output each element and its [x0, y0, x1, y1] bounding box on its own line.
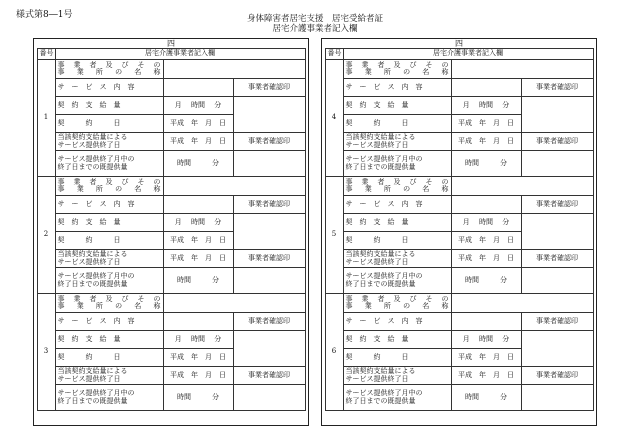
contract-date-field[interactable]: 平成 年 月 日 — [163, 232, 233, 250]
provided-amount-label-line1: サービス提供終了月中の — [345, 272, 423, 280]
business-name-field[interactable] — [451, 177, 593, 196]
contract-amount-label: 契 約 支 給 量 — [343, 214, 451, 232]
provided-amount-label-line2: 終了日までの既提供量 — [345, 279, 416, 288]
business-name-label-line1: 事 業 者 及 び そ の — [345, 60, 449, 69]
entry-number: 2 — [37, 177, 55, 294]
business-name-label-line1: 事 業 者 及 び そ の — [57, 177, 161, 186]
business-name-label-line2: 事 業 所 の 名 称 — [57, 68, 161, 76]
service-end-label-line2: サービス提供終了日 — [57, 257, 121, 266]
provided-amount-label-line1: サービス提供終了月中の — [57, 389, 135, 397]
service-end-label-line2: サービス提供終了日 — [345, 374, 409, 383]
confirm-stamp-label: 事業者確認印 — [521, 313, 593, 331]
service-end-label-line2: サービス提供終了日 — [345, 140, 409, 149]
panel-caption: 四 — [455, 39, 463, 48]
business-name-label-line2: 事 業 所 の 名 称 — [345, 68, 449, 76]
entry-number: 4 — [325, 60, 343, 177]
confirm-stamp-label: 事業者確認印 — [233, 313, 305, 331]
service-end-label — [343, 367, 451, 385]
confirm-stamp-field[interactable] — [521, 214, 593, 250]
business-name-field[interactable] — [163, 177, 305, 196]
form-number: 様式第8―1号 — [16, 10, 73, 20]
service-end-label-line1: 当該契約支給量による — [345, 367, 416, 375]
provided-amount-field[interactable]: 時間 分 — [451, 151, 521, 177]
confirm-stamp-field[interactable] — [233, 268, 305, 294]
service-field[interactable] — [163, 196, 233, 214]
service-end-label — [343, 133, 451, 151]
business-name-label — [343, 60, 451, 79]
contract-amount-field[interactable]: 月 時間 分 — [163, 214, 233, 232]
service-field[interactable] — [451, 313, 521, 331]
provided-amount-label — [55, 385, 163, 411]
business-name-label-line1: 事 業 者 及 び そ の — [57, 294, 161, 303]
provided-amount-label-line2: 終了日までの既提供量 — [57, 162, 128, 171]
number-header: 番号 — [325, 49, 343, 60]
provided-amount-field[interactable]: 時間 分 — [163, 151, 233, 177]
panel-caption: 四 — [167, 39, 175, 48]
entry-table-right — [325, 48, 594, 411]
service-end-label-line1: 当該契約支給量による — [345, 250, 416, 258]
provided-amount-field[interactable]: 時間 分 — [163, 385, 233, 411]
business-name-label-line1: 事 業 者 及 び そ の — [345, 294, 449, 303]
provided-amount-label-line1: サービス提供終了月中の — [345, 389, 423, 397]
service-label: サ ー ビ ス 内 容 — [343, 196, 451, 214]
contract-amount-field[interactable]: 月 時間 分 — [451, 331, 521, 349]
section-header: 居宅介護事業者記入欄 — [55, 49, 305, 60]
service-label: サ ー ビ ス 内 容 — [343, 313, 451, 331]
provided-amount-label — [55, 268, 163, 294]
business-name-label — [343, 177, 451, 196]
contract-date-field[interactable]: 平成 年 月 日 — [451, 115, 521, 133]
contract-amount-field[interactable]: 月 時間 分 — [451, 214, 521, 232]
business-name-label-line2: 事 業 所 の 名 称 — [345, 185, 449, 193]
confirm-stamp-field[interactable] — [233, 214, 305, 250]
business-name-label-line1: 事 業 者 及 び そ の — [57, 60, 161, 69]
confirm-stamp-label: 事業者確認印 — [233, 367, 305, 385]
business-name-label — [343, 294, 451, 313]
contract-amount-field[interactable]: 月 時間 分 — [451, 97, 521, 115]
contract-date-label: 契 約 日 — [343, 115, 451, 133]
panel-right — [321, 38, 597, 426]
service-field[interactable] — [163, 313, 233, 331]
service-end-label — [55, 250, 163, 268]
provided-amount-label-line1: サービス提供終了月中の — [57, 155, 135, 163]
service-end-label-line2: サービス提供終了日 — [57, 374, 121, 383]
section-header: 居宅介護事業者記入欄 — [343, 49, 593, 60]
service-end-label-line2: サービス提供終了日 — [345, 257, 409, 266]
provided-amount-label — [343, 385, 451, 411]
contract-date-label: 契 約 日 — [55, 115, 163, 133]
service-field[interactable] — [451, 79, 521, 97]
service-end-label-line1: 当該契約支給量による — [57, 133, 128, 141]
business-name-field[interactable] — [163, 294, 305, 313]
form-title: 身体障害者居宅支援 居宅受給者証 — [246, 14, 383, 24]
service-label: サ ー ビ ス 内 容 — [343, 79, 451, 97]
provided-amount-label-line2: 終了日までの既提供量 — [345, 396, 416, 405]
provided-amount-label-line2: 終了日までの既提供量 — [57, 279, 128, 288]
provided-amount-label-line1: サービス提供終了月中の — [345, 155, 423, 163]
confirm-stamp-field[interactable] — [233, 97, 305, 133]
provided-amount-field[interactable]: 時間 分 — [451, 385, 521, 411]
confirm-stamp-label: 事業者確認印 — [521, 250, 593, 268]
provided-amount-label — [55, 151, 163, 177]
service-end-field[interactable]: 平成 年 月 日 — [163, 367, 233, 385]
confirm-stamp-field[interactable] — [233, 385, 305, 411]
service-end-field[interactable]: 平成 年 月 日 — [163, 133, 233, 151]
contract-date-field[interactable]: 平成 年 月 日 — [163, 115, 233, 133]
contract-amount-label: 契 約 支 給 量 — [343, 97, 451, 115]
confirm-stamp-label: 事業者確認印 — [233, 196, 305, 214]
contract-amount-label: 契 約 支 給 量 — [343, 331, 451, 349]
business-name-field[interactable] — [451, 294, 593, 313]
service-end-label-line1: 当該契約支給量による — [57, 250, 128, 258]
service-end-label-line2: サービス提供終了日 — [57, 140, 121, 149]
service-end-field[interactable]: 平成 年 月 日 — [451, 133, 521, 151]
confirm-stamp-label: 事業者確認印 — [233, 250, 305, 268]
service-field[interactable] — [163, 79, 233, 97]
entry-number: 5 — [325, 177, 343, 294]
confirm-stamp-label: 事業者確認印 — [521, 79, 593, 97]
service-end-field[interactable]: 平成 年 月 日 — [163, 250, 233, 268]
contract-date-label: 契 約 日 — [55, 232, 163, 250]
confirm-stamp-label: 事業者確認印 — [521, 367, 593, 385]
provided-amount-label — [343, 151, 451, 177]
confirm-stamp-field[interactable] — [521, 331, 593, 367]
provided-amount-label-line2: 終了日までの既提供量 — [57, 396, 128, 405]
service-end-label — [55, 133, 163, 151]
contract-date-label: 契 約 日 — [343, 349, 451, 367]
service-label: サ ー ビ ス 内 容 — [55, 79, 163, 97]
provided-amount-field[interactable]: 時間 分 — [451, 268, 521, 294]
confirm-stamp-label: 事業者確認印 — [521, 133, 593, 151]
service-label: サ ー ビ ス 内 容 — [55, 313, 163, 331]
business-name-label — [55, 177, 163, 196]
business-name-label-line2: 事 業 所 の 名 称 — [57, 185, 161, 193]
business-name-field[interactable] — [451, 60, 593, 79]
service-end-label — [55, 367, 163, 385]
contract-date-label: 契 約 日 — [343, 232, 451, 250]
service-end-label-line1: 当該契約支給量による — [57, 367, 128, 375]
business-name-label-line1: 事 業 者 及 び そ の — [345, 177, 449, 186]
service-field[interactable] — [451, 196, 521, 214]
contract-date-field[interactable]: 平成 年 月 日 — [451, 232, 521, 250]
business-name-label — [55, 60, 163, 79]
confirm-stamp-label: 事業者確認印 — [233, 79, 305, 97]
entry-number: 3 — [37, 294, 55, 411]
confirm-stamp-field[interactable] — [521, 385, 593, 411]
confirm-stamp-field[interactable] — [521, 151, 593, 177]
business-name-label — [55, 294, 163, 313]
provided-amount-label-line2: 終了日までの既提供量 — [345, 162, 416, 171]
number-header: 番号 — [37, 49, 55, 60]
contract-amount-field[interactable]: 月 時間 分 — [163, 97, 233, 115]
entry-table-left — [37, 48, 306, 411]
entry-number: 6 — [325, 294, 343, 411]
confirm-stamp-field[interactable] — [233, 331, 305, 367]
provided-amount-label — [343, 268, 451, 294]
confirm-stamp-field[interactable] — [233, 151, 305, 177]
contract-amount-field[interactable]: 月 時間 分 — [163, 331, 233, 349]
service-end-label — [343, 250, 451, 268]
business-name-label-line2: 事 業 所 の 名 称 — [345, 302, 449, 310]
service-end-label-line1: 当該契約支給量による — [345, 133, 416, 141]
contract-amount-label: 契 約 支 給 量 — [55, 214, 163, 232]
provided-amount-label-line1: サービス提供終了月中の — [57, 272, 135, 280]
service-end-field[interactable]: 平成 年 月 日 — [451, 250, 521, 268]
contract-amount-label: 契 約 支 給 量 — [55, 97, 163, 115]
business-name-field[interactable] — [163, 60, 305, 79]
business-name-label-line2: 事 業 所 の 名 称 — [57, 302, 161, 310]
confirm-stamp-field[interactable] — [521, 268, 593, 294]
provided-amount-field[interactable]: 時間 分 — [163, 268, 233, 294]
contract-date-field[interactable]: 平成 年 月 日 — [163, 349, 233, 367]
form-subtitle: 居宅介護事業者記入欄 — [272, 24, 358, 34]
confirm-stamp-label: 事業者確認印 — [521, 196, 593, 214]
service-label: サ ー ビ ス 内 容 — [55, 196, 163, 214]
confirm-stamp-label: 事業者確認印 — [233, 133, 305, 151]
entry-number: 1 — [37, 60, 55, 177]
service-end-field[interactable]: 平成 年 月 日 — [451, 367, 521, 385]
contract-date-field[interactable]: 平成 年 月 日 — [451, 349, 521, 367]
contract-date-label: 契 約 日 — [55, 349, 163, 367]
panel-left — [33, 38, 309, 426]
confirm-stamp-field[interactable] — [521, 97, 593, 133]
contract-amount-label: 契 約 支 給 量 — [55, 331, 163, 349]
